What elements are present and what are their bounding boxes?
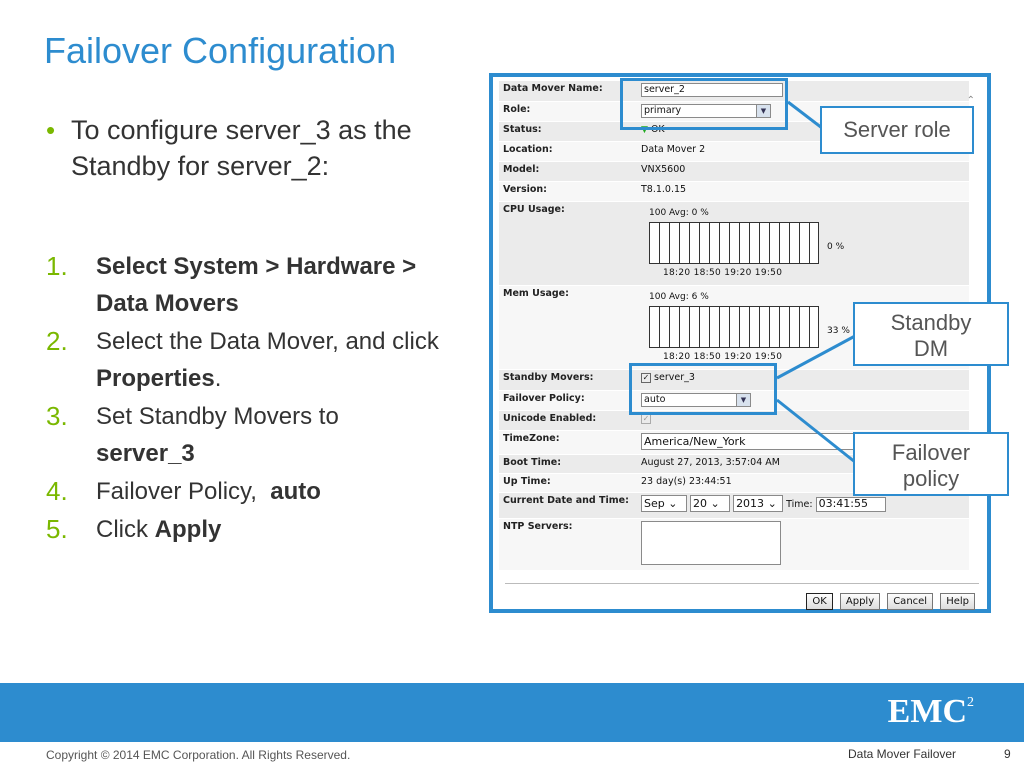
bullet-icon: • [46, 115, 56, 145]
step-bold: Apply [154, 516, 222, 543]
callout-failover-policy [853, 432, 1009, 496]
up-time-value: 23 day(s) 23:44:51 [637, 473, 969, 492]
label-model: Model: [499, 161, 637, 181]
mem-graph-top-label: 100 Avg: 6 % [649, 291, 709, 302]
label-version: Version: [499, 181, 637, 201]
label-failover: Failover Policy: [499, 390, 637, 410]
mem-graph-current: 33 % [827, 325, 850, 336]
callout-standby-dm [853, 302, 1009, 366]
logo-superscript: 2 [967, 695, 974, 710]
step-number: 1. [46, 251, 68, 281]
label-location: Location: [499, 141, 637, 161]
step-number: 3. [46, 401, 68, 431]
location-value: Data Mover 2 [637, 141, 969, 161]
label-timezone: TimeZone: [499, 430, 637, 454]
model-value: VNX5600 [637, 161, 969, 181]
step-number: 5. [46, 514, 68, 544]
label-ntp: NTP Servers: [499, 518, 637, 570]
connector-line [777, 400, 855, 462]
footer-title: Data Mover Failover [848, 747, 957, 761]
label-standby: Standby Movers: [499, 369, 637, 390]
standby-checkbox[interactable]: ✓ [642, 372, 650, 382]
chevron-down-icon: ⌄ [767, 496, 777, 510]
version-value: T8.1.0.15 [637, 181, 969, 201]
connector-line [777, 336, 855, 378]
scroll-up-icon[interactable]: ⌃ [966, 95, 975, 106]
step-text: Failover Policy, [96, 478, 264, 505]
boot-time-value: August 27, 2013, 3:57:04 AM [637, 454, 969, 473]
label-cpu: CPU Usage: [499, 201, 637, 285]
step-number: 2. [46, 326, 68, 356]
label-unicode: Unicode Enabled: [499, 410, 637, 430]
emc-logo [888, 693, 974, 731]
step-text-post: . [214, 365, 222, 392]
mem-graph-x-axis: 18:20 18:50 19:20 19:50 [663, 351, 783, 362]
step-bold: Properties [96, 365, 215, 392]
label-boot: Boot Time: [499, 454, 637, 473]
logo-text: EMC [887, 693, 967, 730]
standby-value: server_3 [654, 371, 695, 383]
chevron-down-icon: ⌄ [710, 496, 720, 510]
slide-title: Failover Configuration [44, 30, 397, 71]
label-mem: Mem Usage: [499, 285, 637, 369]
callout-server-role: Server role [820, 106, 974, 154]
step-text: Click [96, 516, 155, 543]
label-uptime: Up Time: [499, 473, 637, 492]
time-input[interactable]: 03:41:55 [816, 497, 886, 512]
status-ok-icon: ▼ [641, 124, 648, 135]
failover-value: auto [644, 393, 666, 405]
callout-standby-dm-text: Standby DM [890, 310, 972, 361]
connector-line [788, 102, 822, 128]
cpu-graph-top-label: 100 Avg: 0 % [649, 207, 709, 218]
apply-button[interactable]: Apply [840, 593, 880, 610]
step-number: 4. [46, 476, 68, 506]
year-value: 2013 [736, 496, 765, 510]
dropdown-arrow-icon: ▼ [756, 105, 770, 117]
label-name: Data Mover Name: [499, 81, 637, 101]
ok-button[interactable]: OK [806, 593, 832, 610]
intro-text: To configure server_3 as the Standby for server_2: [71, 115, 412, 181]
page-number: 9 [1004, 747, 1011, 761]
callout-failover-policy-text: Failover policy [891, 440, 971, 491]
role-value: primary [644, 104, 682, 116]
step-text: Set Standby Movers to [96, 403, 339, 430]
footer-band [0, 683, 1024, 742]
day-value: 20 [693, 496, 708, 510]
data-mover-name-input[interactable]: server_2 [641, 83, 783, 97]
label-current: Current Date and Time: [499, 492, 637, 518]
step-text: Select System > Hardware > Data Movers [96, 253, 417, 317]
dropdown-arrow-icon: ▼ [736, 394, 750, 406]
cpu-graph-x-axis: 18:20 18:50 19:20 19:50 [663, 267, 783, 278]
cpu-graph-current: 0 % [827, 241, 845, 252]
month-value: Sep [644, 496, 665, 510]
step-bold: auto [270, 478, 321, 505]
help-button[interactable]: Help [940, 593, 975, 610]
step-bold: server_3 [96, 440, 195, 467]
label-status: Status: [499, 121, 637, 141]
status-value: OK [650, 123, 665, 135]
label-role: Role: [499, 101, 637, 121]
copyright-text: Copyright © 2014 EMC Corporation. All Rights Reserved. [46, 748, 351, 762]
chevron-down-icon: ⌄ [668, 496, 678, 510]
time-label: Time: [786, 498, 813, 510]
timezone-value: America/New_York [644, 434, 746, 448]
unicode-checkbox[interactable]: ✓ [642, 413, 650, 423]
step-text: Select the Data Mover, and click [96, 328, 439, 355]
cancel-button[interactable]: Cancel [887, 593, 933, 610]
